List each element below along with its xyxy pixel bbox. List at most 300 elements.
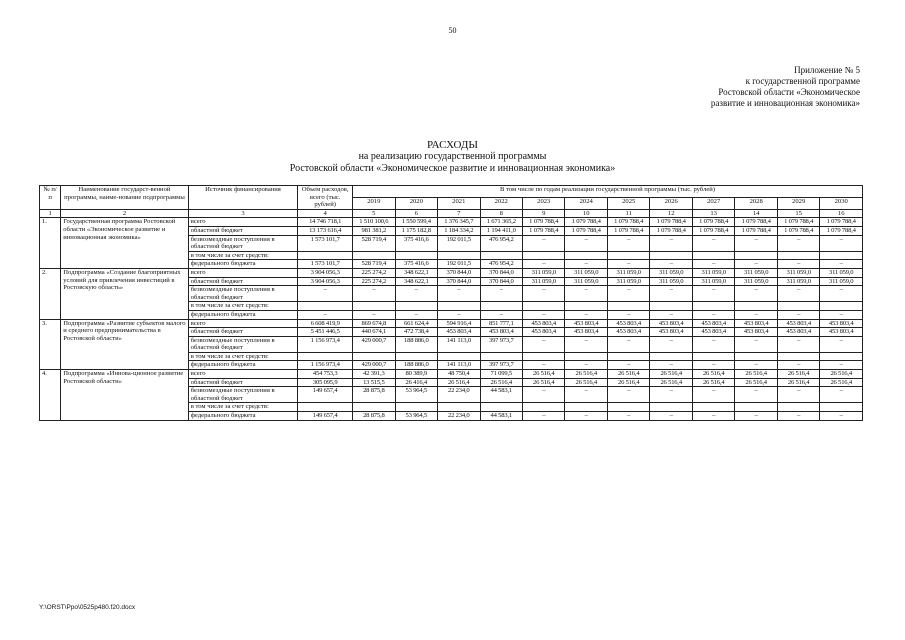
year-value: 192 011,5 [438,235,480,251]
year-value: – [777,310,819,319]
total-value: 14 746 718,1 [298,218,353,227]
year-value: 26 516,4 [650,370,692,379]
year-value: – [523,260,565,269]
year-value: 26 516,4 [692,370,734,379]
funding-source: областной бюджет [188,378,298,387]
year-value: 1 079 788,4 [777,218,819,227]
column-index-cell: 15 [777,209,819,218]
year-value [735,302,777,311]
year-value: 453 803,4 [692,319,734,328]
year-value: 453 803,4 [523,319,565,328]
year-value: 26 516,4 [565,378,607,387]
year-value: 26 516,4 [565,370,607,379]
year-value: 1 079 788,4 [523,218,565,227]
funding-source: всего [188,370,298,379]
year-value [480,302,522,311]
program-number: 2. [40,268,61,319]
year-value: 370 844,0 [480,268,522,277]
year-value: 1 079 788,4 [565,226,607,235]
funding-source: всего [188,218,298,227]
total-value: 149 657,4 [298,387,353,403]
year-value: 397 973,7 [480,336,522,352]
header-year: 2030 [820,197,863,209]
year-value: 53 964,5 [395,387,437,403]
column-index-cell: 7 [438,209,480,218]
column-index-cell: 8 [480,209,522,218]
year-value: 1 079 788,4 [820,218,863,227]
header-year: 2021 [438,197,480,209]
year-value: 1 079 788,4 [735,226,777,235]
year-value: 311 059,0 [565,277,607,286]
funding-source: безвозмездные поступления в областной бюджет [188,387,298,403]
year-value: 476 954,2 [480,260,522,269]
year-value: – [777,412,819,421]
page-number: 50 [448,26,457,35]
year-value [607,302,649,311]
year-value [565,403,607,412]
year-value [607,403,649,412]
year-value: – [565,235,607,251]
year-value: – [650,260,692,269]
header-num: № п/п [40,186,61,210]
year-value [650,403,692,412]
year-value: 311 059,0 [523,268,565,277]
column-index-cell: 12 [650,209,692,218]
year-value: 26 516,4 [735,370,777,379]
year-value [353,251,395,260]
year-value: 1 079 788,4 [607,226,649,235]
year-value: – [820,260,863,269]
year-value: 48 750,4 [438,370,480,379]
header-year: 2022 [480,197,522,209]
year-value: 1 175 182,8 [395,226,437,235]
year-value: 453 803,4 [735,319,777,328]
total-value: 13 173 616,4 [298,226,353,235]
year-value [692,302,734,311]
year-value: 869 674,8 [353,319,395,328]
year-value: 13 515,5 [353,378,395,387]
header-year: 2025 [607,197,649,209]
year-value: – [820,361,863,370]
year-value [353,302,395,311]
year-value: 1 079 788,4 [650,226,692,235]
year-value [607,352,649,361]
year-value: 26 516,4 [480,378,522,387]
year-value: – [777,260,819,269]
file-path-footer: Y:\ORST\Ppo\0525p480.f20.docx [39,604,136,611]
year-value: 429 000,7 [353,361,395,370]
funding-source: всего [188,319,298,328]
year-value [438,251,480,260]
year-value: 1 079 788,4 [692,226,734,235]
year-value [777,352,819,361]
year-value: – [565,387,607,403]
year-value: 26 516,4 [523,378,565,387]
year-value: 453 803,4 [565,319,607,328]
column-index-cell: 4 [298,209,353,218]
year-value [523,403,565,412]
year-value: 141 113,0 [438,336,480,352]
appendix-line: Приложение № 5 [794,65,860,75]
column-index-cell: 9 [523,209,565,218]
year-value [480,403,522,412]
year-value: – [735,336,777,352]
year-value: 397 973,7 [480,361,522,370]
table-row [40,370,863,379]
year-value: 42 391,3 [353,370,395,379]
year-value: – [692,260,734,269]
year-value: 453 803,4 [820,328,863,337]
year-value: – [650,361,692,370]
header-year: 2029 [777,197,819,209]
year-value: 375 416,6 [395,235,437,251]
year-value: 28 875,8 [353,387,395,403]
year-value: 311 059,0 [777,268,819,277]
program-name: Государственная программа Ростовской области «Экономическое развитие и инновационная экономика» [61,218,188,269]
year-value: 1 079 788,4 [607,218,649,227]
year-value [353,403,395,412]
year-value: 1 079 788,4 [777,226,819,235]
year-value: 1 671 365,2 [480,218,522,227]
year-value: 26 516,4 [735,378,777,387]
total-value [298,403,353,412]
year-value: – [692,387,734,403]
appendix-line: к государственной программе [745,76,860,86]
column-index-cell: 5 [353,209,395,218]
table-body [40,209,863,420]
year-value: 453 803,4 [777,328,819,337]
funding-source: в том числе за счет средств: [188,352,298,361]
year-value: 311 059,0 [565,268,607,277]
year-value [395,403,437,412]
total-value: 454 753,3 [298,370,353,379]
year-value: 661 624,4 [395,319,437,328]
year-value: 311 059,0 [650,268,692,277]
year-value: 22 234,0 [438,387,480,403]
year-value: – [692,336,734,352]
year-value [735,352,777,361]
total-value [298,352,353,361]
total-value: 3 904 056,3 [298,277,353,286]
year-value [565,251,607,260]
year-value: – [650,336,692,352]
year-value: – [692,310,734,319]
funding-source: безвозмездные поступления в областной бюджет [188,286,298,302]
year-value [735,403,777,412]
appendix-caption [640,65,860,109]
year-value: 141 113,0 [438,361,480,370]
year-value [395,251,437,260]
year-value: – [735,310,777,319]
year-value: – [353,286,395,302]
year-value: 188 886,0 [395,336,437,352]
year-value: 528 719,4 [353,235,395,251]
year-value: 26 516,4 [523,370,565,379]
expenses-table [39,185,863,421]
funding-source: областной бюджет [188,226,298,235]
appendix-line: развитие и инновационная экономика» [710,98,860,108]
table-row [40,268,863,277]
year-value [480,251,522,260]
table-row [40,319,863,328]
year-value: – [523,387,565,403]
column-index-cell: 3 [188,209,298,218]
year-value: – [523,286,565,302]
year-value: 1 184 334,2 [438,226,480,235]
year-value: 453 803,4 [480,328,522,337]
year-value: 26 516,4 [692,378,734,387]
year-value [650,302,692,311]
year-value: – [523,235,565,251]
year-value [523,352,565,361]
year-value: – [565,361,607,370]
funding-source: областной бюджет [188,328,298,337]
funding-source: областной бюджет [188,277,298,286]
year-value [650,251,692,260]
year-value: – [523,412,565,421]
total-value: 6 608 419,9 [298,319,353,328]
funding-source: в том числе за счет средств: [188,251,298,260]
year-value: – [650,412,692,421]
year-value: – [353,310,395,319]
header-year: 2028 [735,197,777,209]
document-subtitle: на реализацию государственной программы [358,151,547,162]
year-value: 370 844,0 [480,277,522,286]
table-row [40,218,863,227]
year-value: 26 516,4 [820,378,863,387]
year-value: – [650,310,692,319]
year-value: – [735,361,777,370]
total-value: 1 156 973,4 [298,361,353,370]
year-value: 26 416,4 [395,378,437,387]
year-value [523,302,565,311]
column-index-cell: 6 [395,209,437,218]
year-value: – [735,235,777,251]
year-value: – [820,286,863,302]
year-value: – [820,387,863,403]
funding-source: безвозмездные поступления в областной бюджет [188,336,298,352]
year-value: – [607,310,649,319]
year-value: – [565,260,607,269]
year-value: – [523,336,565,352]
total-value: 1 156 973,4 [298,336,353,352]
funding-source: федерального бюджета [188,361,298,370]
program-name: Подпрограмма «Иннова-ционное развитие Ростовской области» [61,370,188,421]
year-value [395,302,437,311]
year-value: 1 079 788,4 [650,218,692,227]
year-value: – [607,361,649,370]
funding-source: в том числе за счет средств: [188,302,298,311]
year-value: 528 719,4 [353,260,395,269]
year-value: 453 803,4 [650,328,692,337]
year-value [777,403,819,412]
year-value: 311 059,0 [820,277,863,286]
year-value: 26 516,4 [438,378,480,387]
year-value [820,251,863,260]
total-value: 149 657,4 [298,412,353,421]
year-value: – [692,361,734,370]
year-value: 453 803,4 [607,328,649,337]
year-value [438,352,480,361]
year-value: – [820,310,863,319]
year-value: 348 622,1 [395,268,437,277]
funding-source: федерального бюджета [188,260,298,269]
year-value [820,352,863,361]
year-value: 476 954,2 [480,235,522,251]
document-heading [0,139,905,175]
year-value: 453 803,4 [523,328,565,337]
header-name: Наименование государст-венной программы, наиме-нование подпрограммы [61,186,188,210]
column-index-cell: 11 [607,209,649,218]
year-value: 453 803,4 [692,328,734,337]
year-value: 1 194 411,0 [480,226,522,235]
year-value: 440 674,1 [353,328,395,337]
year-value: 26 516,4 [820,370,863,379]
year-value: 1 376 345,7 [438,218,480,227]
year-value: 370 844,0 [438,277,480,286]
year-value: – [480,310,522,319]
year-value: 311 059,0 [820,268,863,277]
column-index-cell: 2 [61,209,188,218]
year-value: 1 079 788,4 [735,218,777,227]
year-value: – [565,286,607,302]
year-value: 311 059,0 [735,277,777,286]
column-index-row [40,209,863,218]
year-value: 453 803,4 [777,319,819,328]
year-value: 375 416,6 [395,260,437,269]
total-value: – [298,310,353,319]
year-value: – [820,412,863,421]
year-value: 26 516,4 [777,378,819,387]
year-value: 453 803,4 [735,328,777,337]
header-source: Источник финансирования [188,186,298,210]
program-number: 1. [40,218,61,269]
year-value: 311 059,0 [692,277,734,286]
year-value: – [565,336,607,352]
year-value: 26 516,4 [777,370,819,379]
column-index-cell: 14 [735,209,777,218]
funding-source: федерального бюджета [188,412,298,421]
column-index-cell: 16 [820,209,863,218]
year-value: 472 738,4 [395,328,437,337]
year-value: – [735,412,777,421]
year-value: 44 583,1 [480,387,522,403]
total-value: 1 573 101,7 [298,235,353,251]
program-name: Подпрограмма «Создание благоприятных условий для привлечения инвестиций в Ростовскую область» [61,268,188,319]
document-title: РАСХОДЫ [426,139,479,151]
year-value: 1 079 788,4 [692,218,734,227]
year-value: 311 059,0 [650,277,692,286]
year-value: – [438,310,480,319]
year-value: 348 622,1 [395,277,437,286]
year-value: 1 079 788,4 [820,226,863,235]
year-value [820,302,863,311]
year-value: 26 516,4 [650,378,692,387]
year-value [480,352,522,361]
total-value: 3 904 056,3 [298,268,353,277]
funding-source: безвозмездные поступления в областной бюджет [188,235,298,251]
year-value: 1 550 599,4 [395,218,437,227]
year-value: – [777,336,819,352]
year-value: – [523,310,565,319]
program-name: Подпрограмма «Развитие субъектов малого и среднего предпринимательства в Ростовской области» [61,319,188,370]
year-value: – [565,310,607,319]
header-year: 2027 [692,197,734,209]
year-value: 311 059,0 [607,268,649,277]
year-value: 28 875,8 [353,412,395,421]
year-value: 26 516,4 [607,378,649,387]
year-value [692,251,734,260]
column-index-cell: 1 [40,209,61,218]
year-value: 311 059,0 [777,277,819,286]
header-year: 2024 [565,197,607,209]
year-value: – [820,336,863,352]
year-value: – [735,260,777,269]
year-value: 311 059,0 [607,277,649,286]
year-value [777,251,819,260]
program-number: 4. [40,370,61,421]
year-value [650,352,692,361]
year-value: – [607,336,649,352]
year-value: – [607,235,649,251]
funding-source: в том числе за счет средств: [188,403,298,412]
year-value [395,352,437,361]
year-value [692,352,734,361]
year-value: – [565,412,607,421]
year-value: – [735,387,777,403]
year-value [607,251,649,260]
header-years-caption: В том числе по годам реализации государственной программы (тыс. рублей) [353,186,863,198]
year-value: 188 886,0 [395,361,437,370]
year-value [692,403,734,412]
year-value: 1 079 788,4 [523,226,565,235]
year-value: 192 011,5 [438,260,480,269]
year-value: – [438,286,480,302]
header-year: 2019 [353,197,395,209]
year-value: – [650,286,692,302]
year-value: – [650,235,692,251]
year-value [820,403,863,412]
year-value: 1 510 100,6 [353,218,395,227]
year-value: 453 803,4 [607,319,649,328]
year-value: – [692,286,734,302]
year-value: – [650,387,692,403]
year-value: – [692,412,734,421]
year-value: 981 381,2 [353,226,395,235]
funding-source: федерального бюджета [188,310,298,319]
header-total: Объем расходов, всего (тыс. рублей) [298,186,353,210]
appendix-line: Ростовской области «Экономическое [718,87,860,97]
total-value: 305 095,9 [298,378,353,387]
year-value: – [523,361,565,370]
year-value: – [607,387,649,403]
program-number: 3. [40,319,61,370]
year-value: 453 803,4 [565,328,607,337]
header-year: 2020 [395,197,437,209]
year-value: – [692,235,734,251]
year-value [777,302,819,311]
year-value: 80 389,9 [395,370,437,379]
year-value: – [607,260,649,269]
funding-source: всего [188,268,298,277]
year-value: – [395,286,437,302]
total-value [298,251,353,260]
year-value: 53 964,5 [395,412,437,421]
year-value: 370 844,0 [438,268,480,277]
year-value: 311 059,0 [735,268,777,277]
year-value: – [777,286,819,302]
year-value: 453 803,4 [438,328,480,337]
